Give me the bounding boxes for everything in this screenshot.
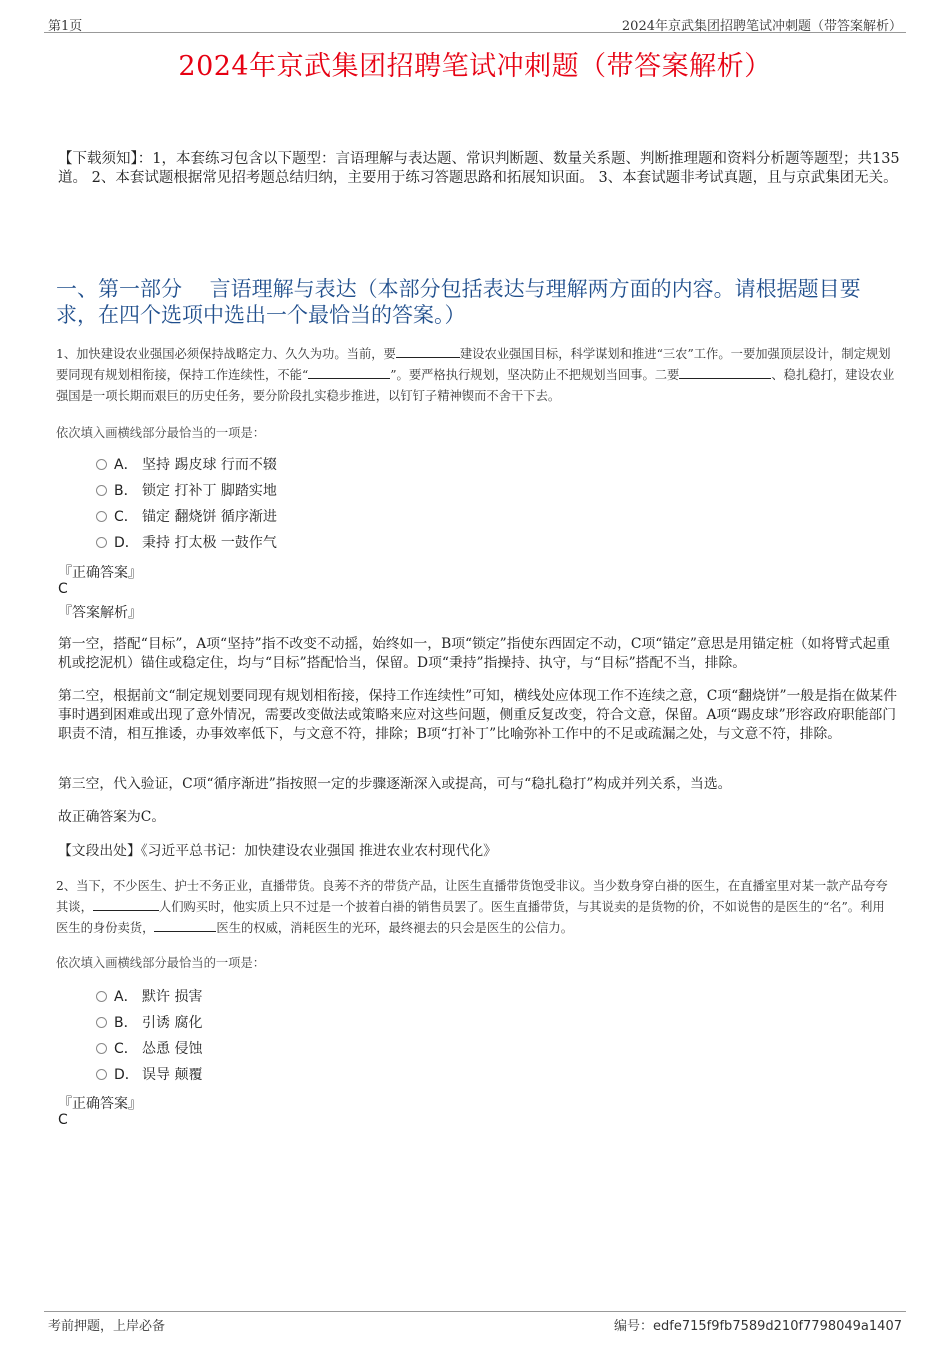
download-notice: 【下载须知】：1，本套练习包含以下题型：言语理解与表达题、常识判断题、数量关系题、判断推理题和资料分析题等题型；共135道。 2、本套试题根据常见招考题总结归纳，主要用于练习答题思路和拓展知识面。 3、本套试题非考试真题，且与京武集团无关。	[58, 151, 900, 186]
footer-code: 编号：edfe715f9fb7589d210f7798049a1407	[613, 1319, 902, 1334]
radio-icon[interactable]	[96, 485, 107, 496]
q1-option-b[interactable]: B． 锁定 打补丁 脚踏实地	[96, 478, 277, 504]
q1-option-a[interactable]: A． 坚持 踢皮球 行而不辍	[96, 452, 277, 478]
page-footer	[44, 1311, 906, 1332]
q2-blank-1	[93, 898, 159, 911]
q1-text-4: 、稳扎稳打，建设农业强国是一项长期而艰巨的历史任务，要分阶段扎实稳步推进，以钉钉子精神锲而不舍干下去。	[56, 368, 895, 403]
q2-text-3: 医生的权威，消耗医生的光环，最终褪去的只会是医生的公信力。	[216, 921, 574, 935]
q1-blank-1	[396, 345, 460, 358]
q2-instruction: 依次填入画横线部分最恰当的一项是：	[56, 956, 266, 970]
q2-text-2: 人们购买时，他实质上只不过是一个披着白褂的销售员罢了。医生直播带货，与其说卖的是货物的价，不如说售的是医生的“名”。利用医生的身份卖货，	[56, 900, 885, 935]
footer-slogan: 考前押题，上岸必备	[48, 1319, 166, 1334]
q1-answer: C	[58, 581, 68, 597]
q1-text-2: 建设农业强国目标，科学谋划和推进“三农”工作。一要加强顶层设计，制定规划要同现有规划相衔接，保持工作连续性，不能“	[56, 347, 891, 382]
q1-blank-2	[308, 366, 390, 379]
radio-icon[interactable]	[96, 459, 107, 470]
q1-text-3: ”。要严格执行规划，坚决防止不把规划当回事。二要	[390, 368, 680, 382]
q1-analysis-1: 第一空，搭配“目标”，A项“坚持”指不改变不动摇，始终如一，B项“锁定”指使东西固定不动，C项“锚定”意思是用锚定桩（如将臂式起重机或挖泥机）锚住或稳定住，均与“目标”搭配恰当，保留。D项“秉持”指操持、执守，与“目标”搭配不当，排除。	[58, 636, 891, 671]
page-number: 第1页	[48, 19, 83, 34]
radio-icon[interactable]	[96, 537, 107, 548]
radio-icon[interactable]	[96, 991, 107, 1002]
q1-source: 【文段出处】《习近平总书记：加快建设农业强国 推进农业农村现代化》	[58, 843, 497, 859]
q1-instruction: 依次填入画横线部分最恰当的一项是：	[56, 426, 266, 440]
q2-answer: C	[58, 1112, 68, 1128]
q2-option-d[interactable]: D． 误导 颠覆	[96, 1062, 202, 1088]
q2-options	[96, 984, 202, 1088]
radio-icon[interactable]	[96, 1069, 107, 1080]
document-title: 2024年京武集团招聘笔试冲刺题（带答案解析）	[178, 51, 772, 82]
question-1-stem	[56, 344, 896, 407]
q2-option-a[interactable]: A． 默许 损害	[96, 984, 202, 1010]
q1-analysis-label: 『答案解析』	[58, 605, 142, 621]
q2-option-b[interactable]: B． 引诱 腐化	[96, 1010, 202, 1036]
q2-blank-2	[154, 919, 216, 932]
q1-analysis-4: 故正确答案为C。	[58, 809, 166, 825]
q1-blank-3	[679, 366, 771, 379]
q2-answer-label: 『正确答案』	[58, 1096, 142, 1112]
q1-option-c[interactable]: C． 锚定 翻烧饼 循序渐进	[96, 504, 277, 530]
page-header	[44, 14, 906, 33]
section-heading: 一、第一部分 言语理解与表达（本部分包括表达与理解两方面的内容。请根据题目要求，在四个选项中选出一个最恰当的答案。）	[56, 277, 861, 327]
radio-icon[interactable]	[96, 1017, 107, 1028]
q1-analysis-3: 第三空，代入验证，C项“循序渐进”指按照一定的步骤逐渐深入或提高，可与“稳扎稳打”构成并列关系，当选。	[58, 776, 732, 792]
q1-answer-label: 『正确答案』	[58, 565, 142, 581]
radio-icon[interactable]	[96, 511, 107, 522]
q1-analysis-2: 第二空，根据前文“制定规划要同现有规划相衔接，保持工作连续性”可知，横线处应体现工作不连续之意，C项“翻烧饼”一般是指在做某件事时遇到困难或出现了意外情况，需要改变做法或策略来应对这些问题，侧重反复改变，符合文意，保留。A项“踢皮球”形容政府职能部门职责不清，相互推诿，办事效率低下，与文意不符，排除；B项“打补丁”比喻弥补工作中的不足或疏漏之处，与文意不符，排除。	[58, 688, 897, 742]
question-2-stem	[56, 876, 896, 939]
header-doc-title: 2024年京武集团招聘笔试冲刺题（带答案解析）	[621, 19, 902, 34]
q1-text-1: 1、加快建设农业强国必须保持战略定力、久久为功。当前，要	[56, 347, 396, 361]
q1-options	[96, 452, 277, 556]
radio-icon[interactable]	[96, 1043, 107, 1054]
q2-option-c[interactable]: C． 怂恿 侵蚀	[96, 1036, 202, 1062]
q2-text-1: 2、当下，不少医生、护士不务正业，直播带货。良莠不齐的带货产品，让医生直播带货饱受非议。当少数身穿白褂的医生，在直播室里对某一款产品夸夸其谈，	[56, 879, 888, 914]
q1-option-d[interactable]: D． 秉持 打太极 一鼓作气	[96, 530, 277, 556]
